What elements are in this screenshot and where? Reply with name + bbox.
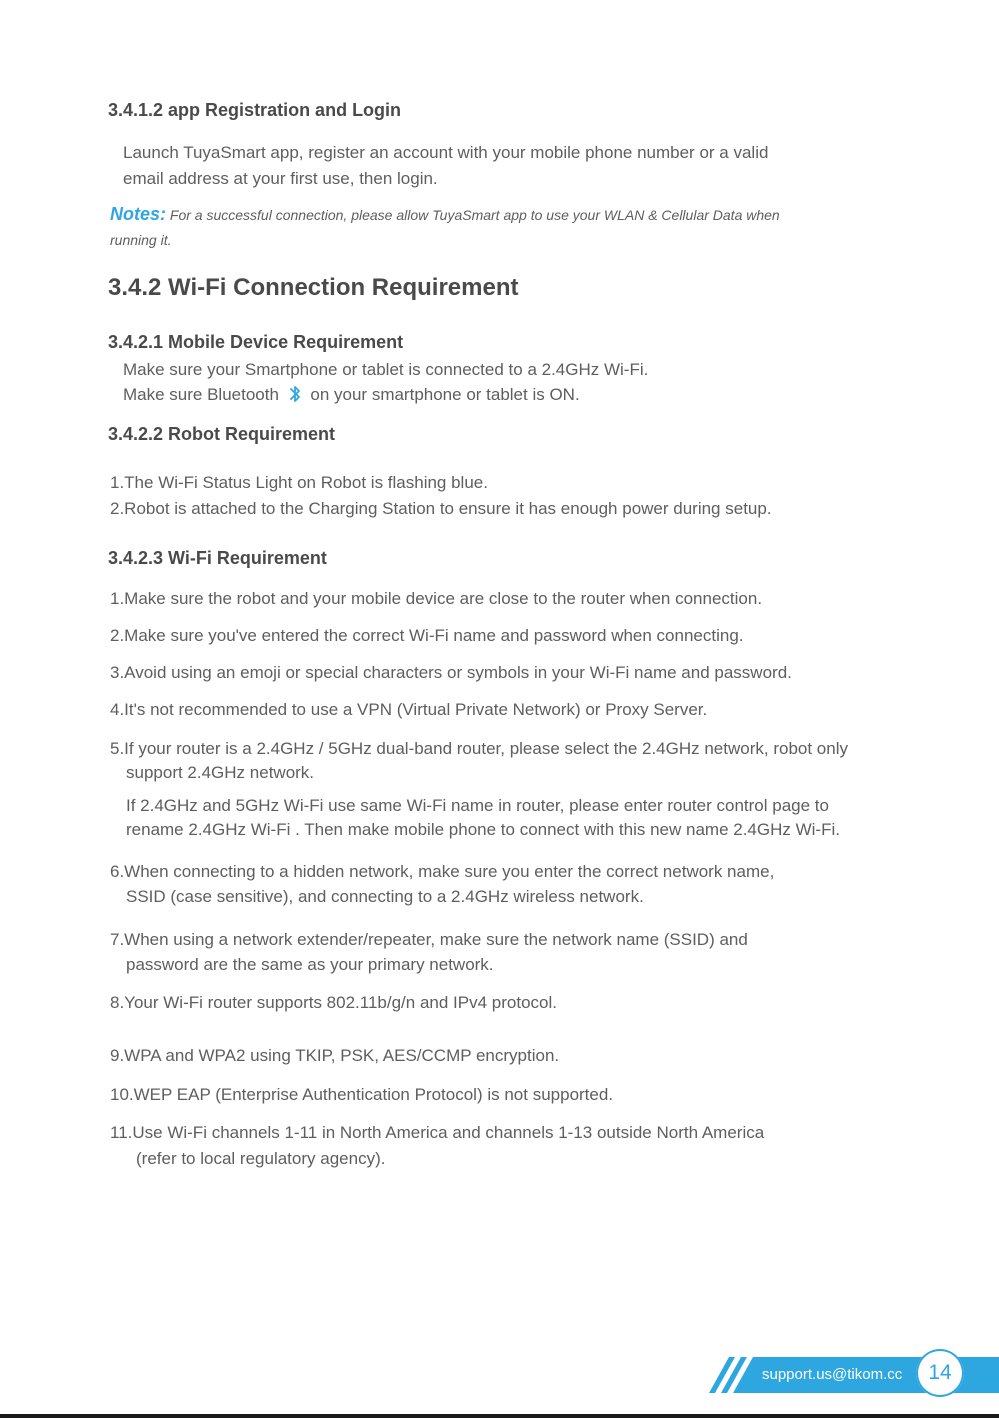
wifi-req-item-5-line-1: 5.If your router is a 2.4GHz / 5GHz dual-band router, please select the 2.4GHz network, robot only bbox=[110, 739, 848, 758]
wifi-req-item-5-line-4: rename 2.4GHz Wi-Fi . Then make mobile phone to connect with this new name 2.4GHz Wi-Fi. bbox=[126, 820, 840, 839]
notes-line-2: running it. bbox=[110, 232, 172, 248]
page-number: 14 bbox=[916, 1349, 964, 1397]
wifi-req-item-6-line-2: SSID (case sensitive), and connecting to a 2.4GHz wireless network. bbox=[126, 887, 644, 906]
registration-line-1: Launch TuyaSmart app, register an account with your mobile phone number or a valid bbox=[123, 143, 769, 162]
wifi-req-item-9: 9.WPA and WPA2 using TKIP, PSK, AES/CCMP encryption. bbox=[110, 1046, 560, 1065]
robot-req-item-1: 1.The Wi-Fi Status Light on Robot is flashing blue. bbox=[110, 473, 488, 492]
wifi-req-item-8: 8.Your Wi-Fi router supports 802.11b/g/n and IPv4 protocol. bbox=[110, 993, 557, 1012]
mobile-req-line-2-before: Make sure Bluetooth bbox=[123, 385, 279, 404]
section-heading-3421: 3.4.2.1 Mobile Device Requirement bbox=[108, 332, 404, 352]
wifi-req-item-3: 3.Avoid using an emoji or special characters or symbols in your Wi-Fi name and password. bbox=[110, 663, 792, 682]
notes-label: Notes: bbox=[110, 204, 167, 224]
bluetooth-icon bbox=[288, 384, 302, 404]
notes-line-1 bbox=[110, 204, 780, 225]
mobile-req-line-2 bbox=[123, 382, 580, 407]
wifi-req-item-7-line-1: 7.When using a network extender/repeater, make sure the network name (SSID) and bbox=[110, 930, 748, 949]
registration-line-2: email address at your first use, then login. bbox=[123, 169, 438, 188]
wifi-req-item-11-line-2: (refer to local regulatory agency). bbox=[136, 1149, 386, 1168]
wifi-req-item-2: 2.Make sure you've entered the correct Wi-Fi name and password when connecting. bbox=[110, 626, 744, 645]
wifi-req-item-10: 10.WEP EAP (Enterprise Authentication Protocol) is not supported. bbox=[110, 1085, 614, 1104]
wifi-req-item-5-line-3: If 2.4GHz and 5GHz Wi-Fi use same Wi-Fi name in router, please enter router control page to bbox=[126, 796, 829, 815]
mobile-req-line-1: Make sure your Smartphone or tablet is connected to a 2.4GHz Wi-Fi. bbox=[123, 360, 649, 379]
wifi-req-item-6-line-1: 6.When connecting to a hidden network, make sure you enter the correct network name, bbox=[110, 862, 775, 881]
section-heading-3423: 3.4.2.3 Wi-Fi Requirement bbox=[108, 548, 327, 568]
section-heading-3412: 3.4.1.2 app Registration and Login bbox=[108, 100, 402, 120]
section-heading-3422: 3.4.2.2 Robot Requirement bbox=[108, 424, 336, 444]
wifi-req-item-7-line-2: password are the same as your primary network. bbox=[126, 955, 494, 974]
robot-req-item-2: 2.Robot is attached to the Charging Station to ensure it has enough power during setup. bbox=[110, 499, 772, 518]
wifi-req-item-1: 1.Make sure the robot and your mobile device are close to the router when connection. bbox=[110, 589, 763, 608]
footer-email: support.us@tikom.cc bbox=[762, 1366, 903, 1383]
wifi-req-item-11-line-1: 11.Use Wi-Fi channels 1-11 in North America and channels 1-13 outside North America bbox=[110, 1123, 765, 1142]
footer-divider bbox=[0, 1414, 999, 1418]
mobile-req-line-2-after: on your smartphone or tablet is ON. bbox=[310, 385, 580, 404]
wifi-req-item-4: 4.It's not recommended to use a VPN (Virtual Private Network) or Proxy Server. bbox=[110, 700, 708, 719]
wifi-req-item-5-line-2: support 2.4GHz network. bbox=[126, 763, 315, 782]
section-heading-342: 3.4.2 Wi-Fi Connection Requirement bbox=[108, 274, 519, 301]
notes-text: For a successful connection, please allow TuyaSmart app to use your WLAN & Cellular Data when bbox=[166, 207, 780, 223]
